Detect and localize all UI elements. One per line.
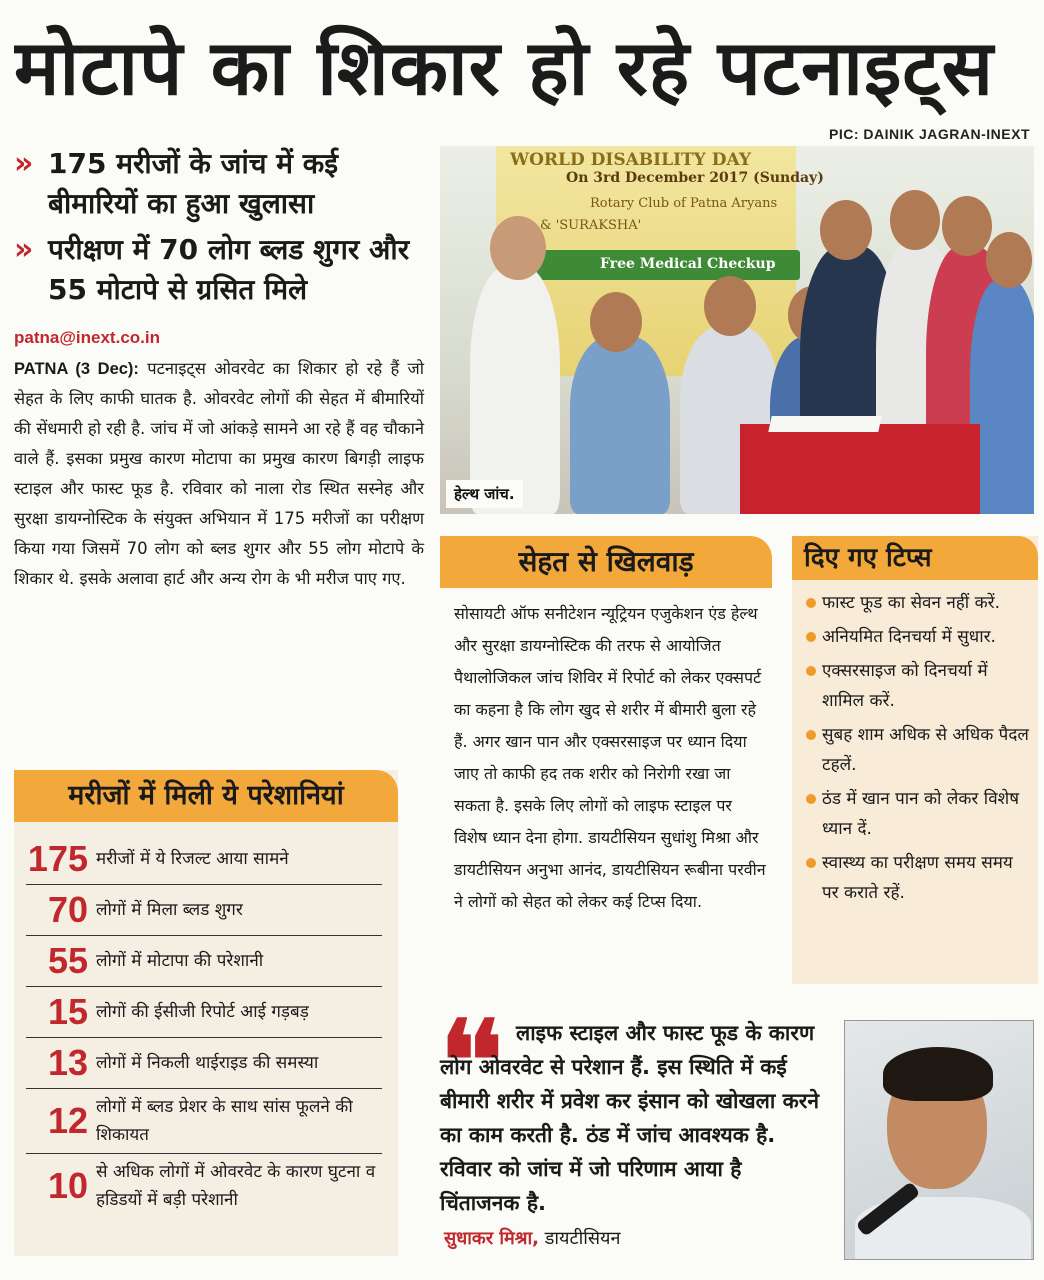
banner-date: On 3rd December 2017 (Sunday)	[566, 170, 824, 186]
summary-bullet	[14, 230, 424, 310]
papers	[768, 416, 881, 432]
problem-count: 55	[47, 940, 88, 981]
chevron-right-icon: »	[14, 232, 28, 267]
chevron-right-icon: »	[14, 146, 28, 181]
person-head	[820, 200, 872, 260]
problems-list	[26, 834, 382, 1218]
photo-caption: हेल्थ जांच.	[446, 480, 523, 508]
article-body	[14, 354, 424, 594]
problem-row	[26, 936, 382, 987]
tips-list	[806, 588, 1034, 912]
pic-credit: PIC: DAINIK JAGRAN-INEXT	[828, 126, 1030, 142]
problem-desc: से अधिक लोगों में ओवरवेट के कारण घुटना व हडिडयों में बड़ी परेशानी	[96, 1162, 376, 1210]
problem-desc: लोगों में मोटापा की परेशानी	[96, 951, 264, 971]
problem-row	[26, 987, 382, 1038]
quote-author-role: डायटीसियन	[544, 1228, 621, 1249]
problem-count: 175	[27, 838, 88, 879]
tip-text: स्वास्थ्य का परीक्षण समय समय पर कराते रहें.	[822, 853, 1013, 903]
banner-checkup: Free Medical Checkup	[600, 256, 776, 272]
tip-text: फास्ट फूड का सेवन नहीं करें.	[822, 593, 1001, 613]
tip-text: ठंड में खान पान को लेकर विशेष ध्यान दें.	[822, 789, 1020, 839]
problems-title: मरीजों में मिली ये परेशानियां	[14, 770, 398, 822]
person-head	[704, 276, 756, 336]
person-doctor	[470, 266, 560, 514]
bullet-dot-icon	[806, 598, 816, 608]
tip-item	[806, 588, 1034, 618]
problem-row	[26, 1038, 382, 1089]
problem-count: 13	[47, 1042, 88, 1083]
person-head	[890, 190, 940, 250]
problem-desc: लोगों में निकली थाईराइड की समस्या	[96, 1053, 319, 1073]
quote-author	[444, 1226, 621, 1250]
tip-text: सुबह शाम अधिक से अधिक पैदल टहलें.	[822, 725, 1029, 775]
tip-text: एक्सरसाइज को दिनचर्या में शामिल करें.	[822, 661, 988, 711]
problem-desc: मरीजों में ये रिजल्ट आया सामने	[96, 849, 289, 869]
quote-text: लाइफ स्टाइल और फास्ट फूड के कारण लोग ओवरवेट से परेशान हैं. इस स्थिति में कई बीमारी शरीर में प्रवेश कर इंसान को खोखला करने का काम करती है. ठंड में जांच आवश्यक है. रविवार को जांच में जो परिणाम आया है चिंताजनक है.	[440, 1021, 820, 1215]
person-head	[490, 216, 546, 280]
reporter-email: patna@inext.co.in	[14, 328, 160, 347]
problem-count: 10	[47, 1165, 88, 1206]
bullet-dot-icon	[806, 794, 816, 804]
tip-item	[806, 656, 1034, 716]
banner-title: WORLD DISABILITY DAY	[510, 150, 751, 170]
problem-count: 70	[47, 889, 88, 930]
person-head	[942, 196, 992, 256]
tips-title: दिए गए टिप्स	[792, 536, 1038, 580]
problem-desc: लोगों की ईसीजी रिपोर्ट आई गड़बड़	[96, 1002, 309, 1022]
quote-author-name: सुधाकर मिश्रा,	[444, 1228, 540, 1249]
bullet-dot-icon	[806, 858, 816, 868]
health-camp-photo	[440, 146, 1034, 514]
problem-row	[26, 1089, 382, 1154]
sehat-title: सेहत से खिलवाड़	[518, 545, 694, 578]
summary-bullet-text: 175 मरीजों के जांच में कई बीमारियों का हुआ खुलासा	[48, 147, 338, 220]
person-patient	[570, 336, 670, 514]
problem-count: 12	[47, 1100, 88, 1141]
summary-bullets	[14, 144, 424, 316]
tip-item	[806, 848, 1034, 908]
article-body-text: पटनाइट्स ओवरवेट का शिकार हो रहे हैं जो सेहत के लिए काफी घातक है. ओवरवेट लोगों की सेहत में बीमारियों की सेंधमारी हो रही है. जांच में जो आंकड़े सामने आ रहे हैं वह चौकाने वाले हैं. इसका प्रमुख कारण मोटापा का प्रमुख कारण बिगड़ी लाइफ स्टाइल और फास्ट फूड है. रविवार को नाला रोड स्थित सस्नेह और सुरक्षा डायग्नोस्टिक के संयुक्त अभियान में 175 मरीजों का परीक्षण किया गया जिसमें 70 लोग को ब्लड शुगर और 55 लोग मोटापे के शिकार थे. इसके अलावा हार्ट और अन्य रोग के भी मरीज पाए गए.	[14, 359, 425, 588]
quote-mark-icon: ❛❛	[440, 996, 495, 1125]
sehat-body: सोसायटी ऑफ सनीटेशन न्यूट्रियन एजुकेशन एंड हेल्थ और सुरक्षा डायग्नोस्टिक की तरफ से आयोजित पैथालोजिकल जांच शिविर में रिपोर्ट को लेकर एक्सपर्ट का कहना है कि लोग खुद से शरीर में बीमारी बुला रहे हैं. अगर खान पान और एक्सरसाइज पर ध्यान दिया जाए तो काफी हद तक शरीर को निरोगी रखा जा सकता है. इसके लिए लोगों को लाइफ स्टाइल पर विशेष ध्यान देना होगा. डायटीसियन सुधांशु मिश्रा और डायटीसियन अनुभा आनंद, डायटीसियन रूबीना परवीन ने लोगों को सेहत को लेकर कई टिप्स दिया.	[454, 604, 766, 911]
checkup-table	[740, 424, 980, 514]
banner-partner: & 'SURAKSHA'	[540, 218, 642, 233]
dietitian-portrait	[844, 1020, 1034, 1260]
headline: मोटापे का शिकार हो रहे पटनाइट्स	[14, 23, 994, 112]
tip-text: अनियमित दिनचर्या में सुधार.	[822, 627, 996, 647]
bullet-dot-icon	[806, 632, 816, 642]
tip-item	[806, 720, 1034, 780]
summary-bullet-text: परीक्षण में 70 लोग ब्लड शुगर और 55 मोटापे से ग्रसित मिले	[48, 233, 410, 306]
problem-row	[26, 1154, 382, 1218]
summary-bullet	[14, 144, 424, 224]
tip-item	[806, 622, 1034, 652]
dateline: PATNA (3 Dec):	[14, 360, 139, 378]
problem-row	[26, 834, 382, 885]
person-head	[590, 292, 642, 352]
tip-item	[806, 784, 1034, 844]
banner-org: Rotary Club of Patna Aryans	[590, 196, 778, 211]
problem-desc: लोगों में मिला ब्लड शुगर	[96, 900, 243, 920]
portrait-hair	[883, 1047, 993, 1101]
problem-row	[26, 885, 382, 936]
problem-count: 15	[47, 991, 88, 1032]
problem-desc: लोगों में ब्लड प्रेशर के साथ सांस फूलने की शिकायत	[96, 1097, 353, 1145]
bullet-dot-icon	[806, 666, 816, 676]
bullet-dot-icon	[806, 730, 816, 740]
person-head	[986, 232, 1032, 288]
